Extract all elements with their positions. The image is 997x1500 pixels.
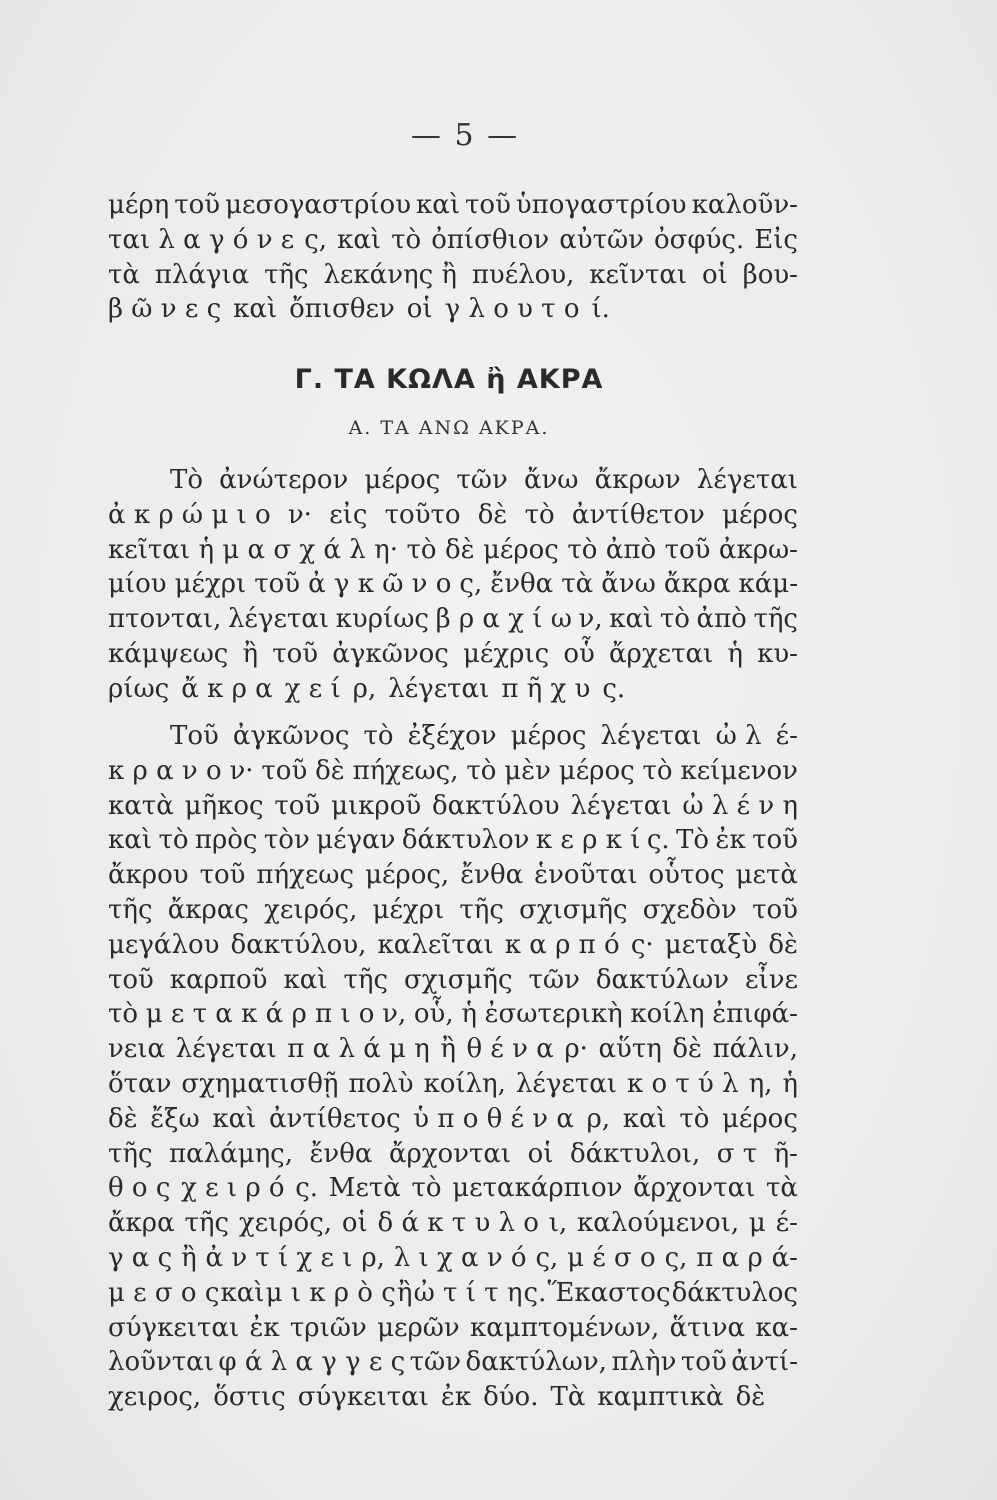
section-heading: Γ. ΤΑ ΚΩΛΑ ἢ ΑΚΡΑ xyxy=(294,364,604,395)
subsection-heading: Α. ΤΑ ΑΝΩ ΑΚΡΑ. xyxy=(348,417,550,439)
text-line: σύγκειται ἐκ τριῶν μερῶν καμπτομένων, ἅτινα κα- xyxy=(108,1312,798,1343)
paragraph-1 xyxy=(108,463,798,707)
text-line: κάμψεως ἢ τοῦ ἀγκῶνος μέχρις οὗ ἄρχεται ἡ κυ- xyxy=(108,638,798,669)
text-line: τῆς ἄκρας χειρός, μέχρι τῆς σχισμῆς σχεδὸν τοῦ xyxy=(108,894,798,925)
text-line: μεγάλου δακτύλου, καλεῖται κ α ρ π ό ς· μεταξὺ δὲ xyxy=(108,929,798,960)
text-line: ται λ α γ ό ν ε ς, καὶ τὸ ὀπίσθιον αὐτῶν ὀσφύς. Εἰς xyxy=(108,224,798,255)
text-line: χειρος, ὅστις σύγκειται ἐκ δύο. Τὰ καμπτικὰ δὲ xyxy=(108,1382,766,1413)
text-line: τοῦ καρποῦ καὶ τῆς σχισμῆς τῶν δακτύλων εἶνε xyxy=(108,964,798,995)
text-line: κεῖται ἡ μ α σ χ ά λ η· τὸ δὲ μέρος τὸ ἀπὸ τοῦ ἀκρω- xyxy=(108,534,798,565)
text-line: Τοῦ ἀγκῶνος τὸ ἐξέχον μέρος λέγεται ὠ λ έ- xyxy=(170,721,798,751)
text-line: νεια λέγεται π α λ ά μ η ἢ θ έ ν α ρ· αὕτη δὲ πάλιν, xyxy=(108,1034,798,1065)
text-line: ἄκρα τῆς χειρός, οἱ δ ά κ τ υ λ ο ι, καλούμενοι, μ έ- xyxy=(108,1208,798,1239)
text-line: δὲ ἔξω καὶ ἀντίθετος ὑ π ο θ έ ν α ρ, καὶ τὸ μέρος xyxy=(108,1103,798,1134)
text-line: ἄκρου τοῦ πήχεως μέρος, ἔνθα ἑνοῦται οὗτος μετὰ xyxy=(108,860,798,891)
text-line: γ α ς ἢ ἀ ν τ ί χ ε ι ρ, λ ι χ α ν ό ς, μ έ σ ο ς, π α ρ ά- xyxy=(108,1242,798,1273)
text-line: ὅταν σχηματισθῇ πολὺ κοίλη, λέγεται κ ο τ ύ λ η, ἡ xyxy=(108,1068,798,1099)
text-line: μ ε σ ο ς καὶ μ ι κ ρ ὸ ς ἢ ὠ τ ί τ η ς. Ἕκαστος δάκτυλος xyxy=(108,1277,798,1308)
text-line: θ ο ς χ ε ι ρ ό ς. Μετὰ τὸ μετακάρπιον ἄρχονται τὰ xyxy=(108,1173,798,1204)
text-line: Τὸ ἀνώτερον μέρος τῶν ἄνω ἄκρων λέγεται xyxy=(170,465,798,495)
text-line: ἀ κ ρ ώ μ ι ο ν· εἰς τοῦτο δὲ τὸ ἀντίθετον μέρος xyxy=(108,499,798,530)
text-line: β ῶ ν ε ς καὶ ὄπισθεν οἱ γ λ ο υ τ ο ί. xyxy=(108,294,610,325)
paragraph-2 xyxy=(108,719,798,1415)
text-line: τὰ πλάγια τῆς λεκάνης ἢ πυέλου, κεῖνται οἱ βου- xyxy=(108,259,798,290)
text-line: τῆς παλάμης, ἔνθα ἄρχονται οἱ δάκτυλοι, σ τ ῆ- xyxy=(108,1138,798,1169)
text-line: τὸ μ ε τ α κ ά ρ π ι ο ν, οὗ, ἡ ἐσωτερικὴ κοίλη ἐπιφά- xyxy=(108,999,798,1030)
top-paragraph xyxy=(108,188,798,327)
text-line: μέρη τοῦ μεσογαστρίου καὶ τοῦ ὑπογαστρίου καλοῦν- xyxy=(108,190,798,220)
text-line: καὶ τὸ πρὸς τὸν μέγαν δάκτυλον κ ε ρ κ ί ς. Τὸ ἐκ τοῦ xyxy=(108,825,798,856)
text-line: πτονται, λέγεται κυρίως β ρ α χ ί ω ν, καὶ τὸ ἀπὸ τῆς xyxy=(108,604,798,635)
text-line: ρίως ἄ κ ρ α χ ε ί ρ, λέγεται π ῆ χ υ ς. xyxy=(108,673,626,704)
text-line: μίου μέχρι τοῦ ἀ γ κ ῶ ν ο ς, ἔνθα τὰ ἄνω ἄκρα κάμ- xyxy=(108,569,798,600)
text-line: κατὰ μῆκος τοῦ μικροῦ δακτύλου λέγεται ὠ λ έ ν η xyxy=(108,790,798,821)
page-number: — 5 — xyxy=(410,118,520,153)
text-line: κ ρ α ν ο ν· τοῦ δὲ πήχεως, τὸ μὲν μέρος τὸ κείμενον xyxy=(108,755,798,786)
text-line: λοῦνται φ ά λ α γ γ ε ς τῶν δακτύλων, πλὴν τοῦ ἀντί- xyxy=(108,1347,798,1378)
